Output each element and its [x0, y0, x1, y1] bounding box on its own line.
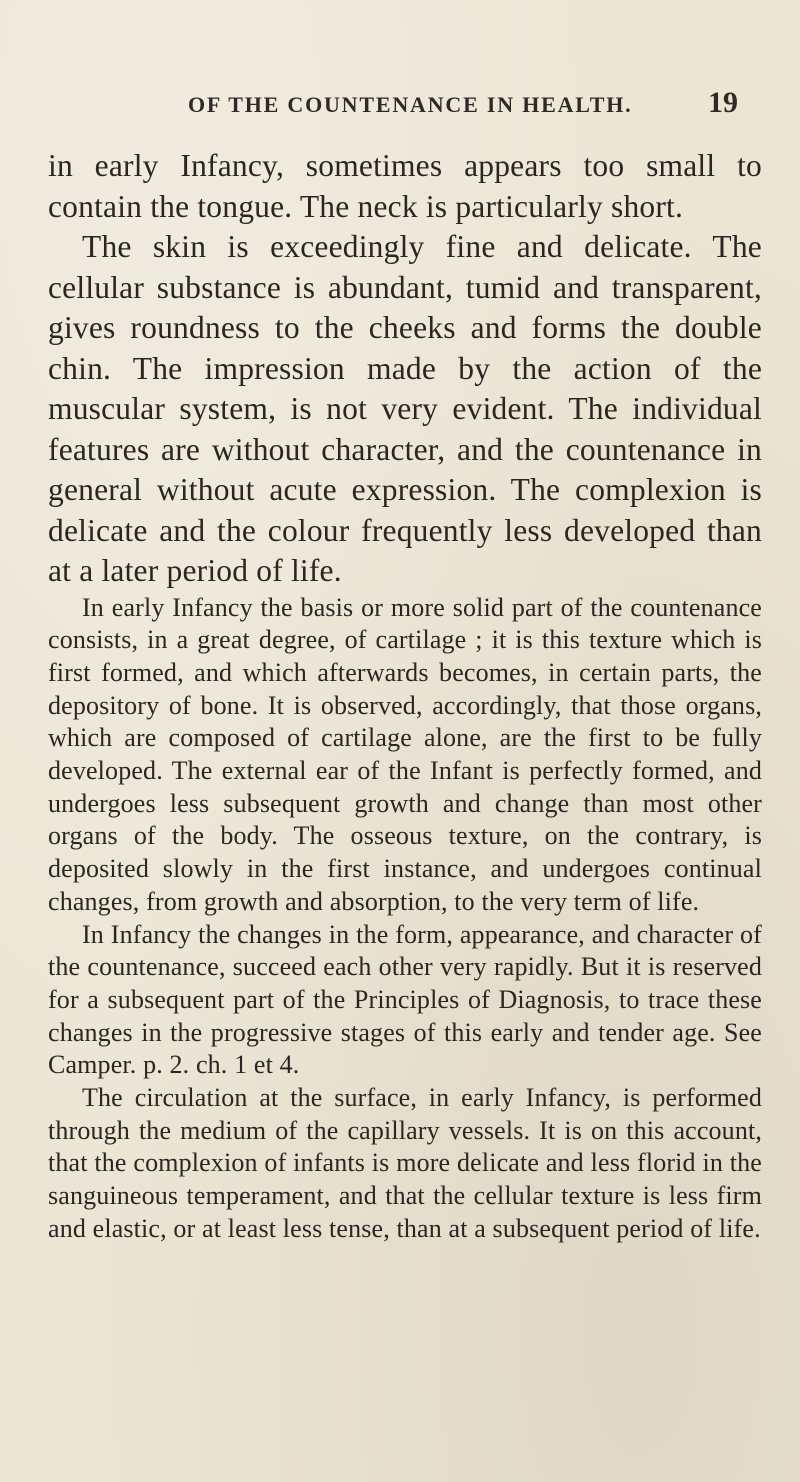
paragraph-skin: The skin is exceedingly fine and delicate. The cellular substance is abundant, tumid and transparent, gives roundness to the cheeks and forms the double chin. The impression made by the action of the muscular system, is not very evident. The individual features are without character, and the countenance in general without acute expression. The complexion is delicate and the colour frequently less developed than at a later period of life. [48, 229, 762, 588]
paragraph-changes: In Infancy the changes in the form, appearance, and character of the countenance, succeed each other very rapidly. But it is reserved for a subsequent part of the Principles of Diagnosis, to trace these changes in the progressive stages of this early and tender age. See Camper. p. 2. ch. 1 et 4. [48, 919, 762, 1080]
running-title: OF THE COUNTENANCE IN HEALTH. [188, 92, 633, 117]
body-text [48, 146, 762, 1246]
paragraph-circulation: The circulation at the surface, in early Infancy, is performed through the medium of the capillary vessels. It is on this account, that the complexion of infants is more delicate and less florid in the sanguineous temperament, and that the cellular texture is less firm and elastic, or at least less tense, than at a subsequent period of life. [48, 1083, 762, 1243]
running-head [0, 86, 800, 136]
paragraph-cartilage: In early Infancy the basis or more solid part of the countenance consists, in a great degree, of cartilage ; it is this texture which is first formed, and which afterwards becomes, in certain parts, the depository of bone. It is observed, accordingly, that those organs, which are composed of cartilage alone, are the first to be fully developed. The external ear of the Infant is perfectly formed, and undergoes less subsequent growth and change than most other organs of the body. The osseous texture, on the contrary, is deposited slowly in the first instance, and undergoes continual changes, from growth and absorption, to the very term of life. [48, 592, 762, 916]
page-number: 19 [708, 86, 738, 119]
paragraph-continuation: in early Infancy, sometimes appears too small to contain the tongue. The neck is particularly short. [48, 148, 762, 224]
